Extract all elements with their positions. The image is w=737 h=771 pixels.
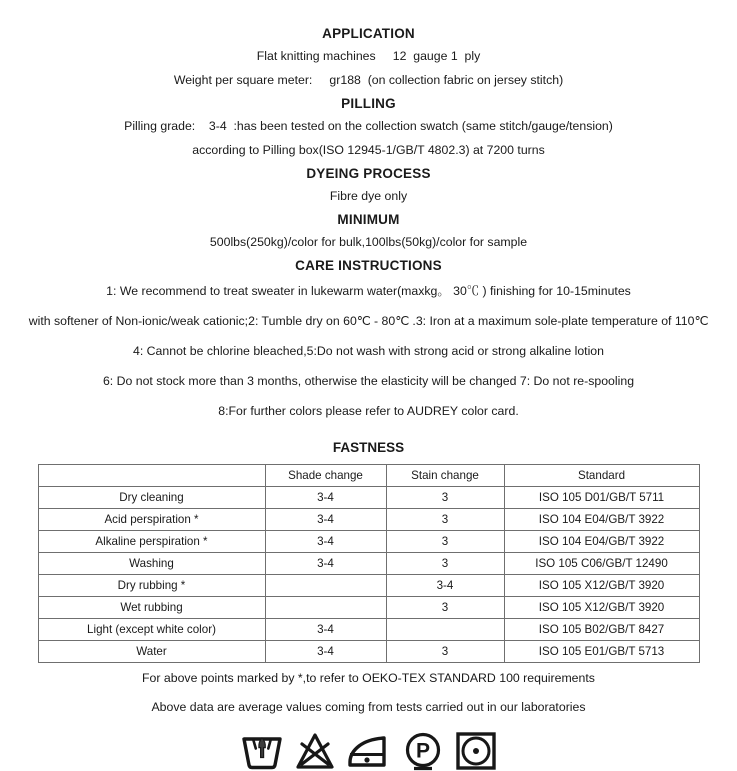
table-row — [38, 553, 699, 575]
care-line-5: 8:For further colors please refer to AUDREY color card. — [218, 404, 519, 418]
application-line-1: Flat knitting machines 12 gauge 1 ply — [256, 49, 481, 63]
cell-shade-change: 3-4 — [265, 641, 386, 663]
tumble-dry-low-symbol — [454, 731, 498, 771]
table-row — [38, 597, 699, 619]
cell-shade-change — [265, 575, 386, 597]
table-row — [38, 619, 699, 641]
svg-text:P: P — [415, 739, 430, 763]
cell-test: Dry rubbing * — [38, 575, 265, 597]
section-application — [0, 22, 737, 92]
cell-stain-change: 3 — [386, 487, 504, 509]
cell-standard: ISO 105 B02/GB/T 8427 — [504, 619, 699, 641]
cell-standard: ISO 104 E04/GB/T 3922 — [504, 509, 699, 531]
cell-stain-change: 3 — [386, 531, 504, 553]
section-heading-application: APPLICATION — [322, 26, 415, 41]
table-row — [38, 641, 699, 663]
care-line-4: 6: Do not stock more than 3 months, otherwise the elasticity will be changed 7: Do not re-spooling — [102, 374, 635, 388]
section-heading-pilling: PILLING — [341, 96, 396, 111]
cell-stain-change: 3 — [386, 597, 504, 619]
footnotes — [0, 663, 737, 721]
column-header-stain-change: Stain change — [386, 465, 504, 487]
section-dyeing-process — [0, 162, 737, 208]
cell-stain-change: 3 — [386, 553, 504, 575]
section-heading-care-instructions: CARE INSTRUCTIONS — [295, 258, 442, 273]
fastness-table — [38, 464, 700, 663]
section-pilling — [0, 92, 737, 162]
cell-test: Light (except white color) — [38, 619, 265, 641]
column-header-shade-change: Shade change — [265, 465, 386, 487]
cell-shade-change: 3-4 — [265, 619, 386, 641]
cell-stain-change: 3-4 — [386, 575, 504, 597]
section-heading-fastness: FASTNESS — [332, 440, 405, 455]
cell-shade-change: 3-4 — [265, 509, 386, 531]
footnote-average-values: Above data are average values coming from tests carried out in our laboratories — [151, 700, 586, 714]
care-symbols-row — [0, 721, 737, 771]
cell-test: Water — [38, 641, 265, 663]
application-line-2: Weight per square meter: gr188 (on collection fabric on jersey stitch) — [173, 73, 564, 87]
hand-wash-symbol — [240, 731, 284, 771]
section-minimum — [0, 208, 737, 254]
cell-test: Dry cleaning — [38, 487, 265, 509]
iron-low-heat-symbol — [346, 731, 392, 771]
cell-test: Washing — [38, 553, 265, 575]
cell-stain-change: 3 — [386, 641, 504, 663]
minimum-line-1: 500lbs(250kg)/color for bulk,100lbs(50kg)/color for sample — [209, 235, 528, 249]
cell-standard: ISO 104 E04/GB/T 3922 — [504, 531, 699, 553]
do-not-bleach-symbol — [293, 731, 337, 771]
fastness-table-body — [38, 487, 699, 663]
care-line-3: 4: Cannot be chlorine bleached,5:Do not wash with strong acid or strong alkaline lotion — [133, 344, 604, 358]
cell-standard: ISO 105 D01/GB/T 5711 — [504, 487, 699, 509]
care-line-2: with softener of Non-ionic/weak cationic;2: Tumble dry on 60℃ - 80℃ .3: Iron at a maximum sole-plate temperature of 110℃ — [28, 314, 709, 328]
cell-standard: ISO 105 C06/GB/T 12490 — [504, 553, 699, 575]
cell-test: Alkaline perspiration * — [38, 531, 265, 553]
table-row — [38, 531, 699, 553]
cell-test: Wet rubbing — [38, 597, 265, 619]
dyeing-line-1: Fibre dye only — [329, 189, 408, 203]
section-fastness — [0, 426, 737, 663]
cell-standard: ISO 105 X12/GB/T 3920 — [504, 575, 699, 597]
cell-shade-change: 3-4 — [265, 553, 386, 575]
section-heading-minimum: MINIMUM — [337, 212, 400, 227]
dry-clean-p-symbol — [401, 731, 445, 771]
pilling-line-2: according to Pilling box(ISO 12945-1/GB/T 4802.3) at 7200 turns — [192, 143, 545, 157]
cell-standard: ISO 105 X12/GB/T 3920 — [504, 597, 699, 619]
care-line-1: 1: We recommend to treat sweater in lukewarm water(maxkg。 30℃ ) finishing for 10-15minutes — [106, 284, 631, 298]
cell-stain-change — [386, 619, 504, 641]
column-header-test — [38, 465, 265, 487]
cell-shade-change — [265, 597, 386, 619]
table-row — [38, 575, 699, 597]
table-row — [38, 487, 699, 509]
pilling-line-1: Pilling grade: 3-4 :has been tested on the collection swatch (same stitch/gauge/tension) — [124, 119, 613, 133]
footnote-oeko-tex: For above points marked by *,to refer to OEKO-TEX STANDARD 100 requirements — [142, 671, 595, 685]
table-row — [38, 509, 699, 531]
cell-test: Acid perspiration * — [38, 509, 265, 531]
cell-stain-change: 3 — [386, 509, 504, 531]
cell-standard: ISO 105 E01/GB/T 5713 — [504, 641, 699, 663]
column-header-standard: Standard — [504, 465, 699, 487]
table-header-row — [38, 465, 699, 487]
section-heading-dyeing-process: DYEING PROCESS — [306, 166, 431, 181]
section-care-instructions — [0, 254, 737, 426]
cell-shade-change: 3-4 — [265, 487, 386, 509]
cell-shade-change: 3-4 — [265, 531, 386, 553]
